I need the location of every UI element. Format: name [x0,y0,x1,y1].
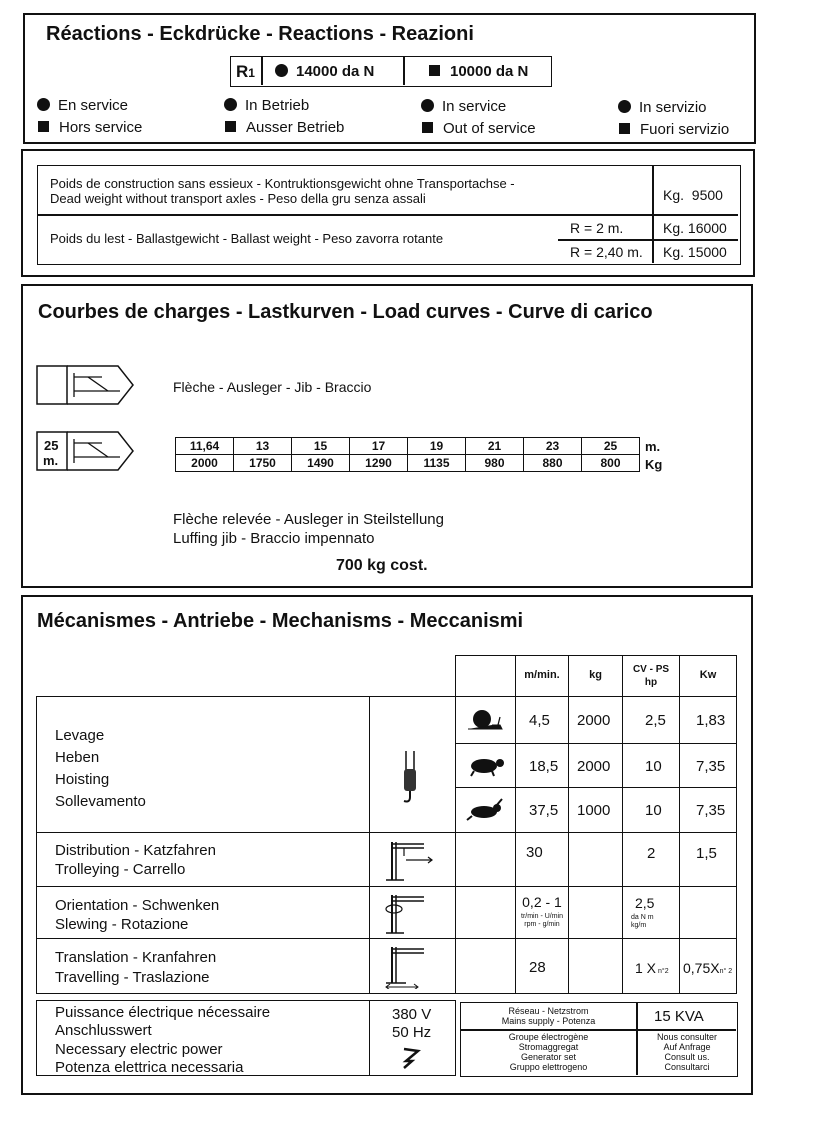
weights-section [21,149,755,277]
legend-in-de: In Betrieb [224,97,309,114]
slewing-kg [568,886,623,939]
hoisting-speed-cell [515,696,569,744]
slewing-line2: Slewing - Rotazione [55,916,189,933]
trolley-kw: 1,5 [679,832,737,887]
trolley-speed: 30 [515,832,569,887]
dead-weight-line1: Poids de construction sans essieux - Kontruktionsgewicht ohne Transportachse - [50,176,515,191]
header-kw: Kw [679,655,737,697]
dead-weight-line2: Dead weight without transport axles - Peso della gru senza assali [50,191,426,206]
square-icon [619,123,630,134]
load-value-cell: 2000 [176,455,234,472]
jib-label: Flèche - Ausleger - Jib - Braccio [173,379,372,395]
mechanisms-section [21,595,753,1095]
load-value-cell: 800 [582,455,640,472]
load-value-cell: 880 [524,455,582,472]
load-distance-cell: 11,64 [176,438,234,455]
load-value-cell: 1490 [292,455,350,472]
ballast-r1: R = 2 m. [570,220,624,236]
luffing-line2: Luffing jib - Braccio impennato [173,530,375,547]
unit-m: m. [645,439,661,454]
legend-in-en: In service [421,98,506,115]
travel-icon-cell [369,938,456,994]
load-value-cell: 1135 [408,455,466,472]
hoisting-label-cell [36,696,370,833]
hoisting-kw-cell [679,696,737,744]
hoisting-kg-value: 1000 [577,802,611,819]
travel-kw: 0,75Xn° 2 [679,938,737,994]
hare-icon [466,798,506,822]
hoisting-label-en: Hoisting [55,771,110,788]
hoisting-speed-value: 18,5 [529,758,559,775]
hoisting-speed-cell [515,787,569,833]
speed-icon-turtle-cell [455,743,516,788]
ballast-r2: R = 2,40 m. [570,244,643,260]
load-value-cell: 1290 [350,455,408,472]
r-label: R1 [236,62,255,81]
speed-icon-snail-cell [455,696,516,744]
load-distance-cell: 13 [234,438,292,455]
header-kg: kg [568,655,623,697]
legend-out-fr: Hors service [38,119,142,136]
ballast-v1: Kg. 16000 [663,220,727,236]
hoisting-kg-value: 2000 [577,758,611,775]
travel-line2: Travelling - Traslazione [55,969,210,986]
square-icon [38,121,49,132]
out-service-value: 10000 da N [429,63,528,80]
power-voltage-cell [369,1000,456,1076]
hoisting-kw-value: 1,83 [696,712,726,729]
load-value-cell: 1750 [234,455,292,472]
mains-labels: Réseau - Netzstrom Mains supply - Potenza [501,1006,596,1026]
hoisting-kg-value: 2000 [577,712,611,729]
load-curves-title: Courbes de charges - Lastkurven - Load curves - Curve di carico [38,301,653,323]
header-cv: CV - PS hp [622,655,680,697]
slewing-icon-cell [369,886,456,939]
hoisting-kg-cell [568,787,623,833]
power-freq: 50 Hz [392,1024,432,1041]
unit-kg: Kg [645,457,663,472]
travel-cv: 1 X n°2 [622,938,680,994]
hoisting-label-it: Sollevamento [55,793,146,810]
legend-in-fr: En service [37,97,128,114]
travel-label-cell [36,938,370,994]
slewing-blank [455,886,516,939]
hoisting-label-fr: Levage [55,727,105,744]
mechanisms-title: Mécanismes - Antriebe - Mechanisms - Meccanismi [37,610,524,632]
hoisting-cv-cell [622,696,680,744]
weights-table [37,165,741,265]
travel-crane-icon [384,943,444,989]
travel-blank [455,938,516,994]
square-icon [422,122,433,133]
power-line-en: Necessary electric power [55,1041,223,1058]
load-table [175,437,640,472]
hoisting-kw-cell [679,787,737,833]
hoisting-speed-cell [515,743,569,788]
load-distance-cell: 15 [292,438,350,455]
load-distance-cell: 19 [408,438,466,455]
trolley-line1: Distribution - Katzfahren [55,842,216,859]
square-icon [225,121,236,132]
hoisting-kw-cell [679,743,737,788]
trolley-kg [568,832,623,887]
jib-length: 25 [44,438,59,453]
slewing-crane-icon [384,891,444,935]
hoisting-icon-cell [369,696,456,833]
luffing-cost: 700 kg cost. [336,557,428,574]
power-supply-table [460,1002,738,1077]
slewing-kw [679,886,737,939]
trolley-blank [455,832,516,887]
hoisting-kw-value: 7,35 [696,802,726,819]
slewing-cv: 2,5 da N m kg/m [622,886,680,939]
reactions-section [23,13,756,144]
circle-icon [275,64,288,77]
generator-labels: Groupe électrogène Stromaggregat Generator set Gruppo elettrogeno [508,1032,589,1072]
hoisting-cv-cell [622,787,680,833]
mains-value: 15 KVA [654,1008,704,1025]
hoisting-cv-value: 2,5 [645,712,666,729]
slewing-label-cell [36,886,370,939]
hoisting-cv-value: 10 [645,802,662,819]
hoisting-kw-value: 7,35 [696,758,726,775]
dead-weight-value: Kg. 9500 [663,187,723,203]
hoisting-cv-cell [622,743,680,788]
circle-icon [618,100,631,113]
trolley-label-cell [36,832,370,887]
header-blank [455,655,516,697]
power-line-de: Anschlusswert [55,1022,152,1039]
trolley-icon-cell [369,832,456,887]
load-distance-cell: 23 [524,438,582,455]
circle-icon [421,99,434,112]
generator-values: Nous consulter Auf Anfrage Consult us. Consultarci [656,1032,718,1072]
load-value-cell: 980 [466,455,524,472]
legend-out-it: Fuori servizio [619,121,729,138]
hook-icon [398,749,428,809]
reactions-title: Réactions - Eckdrücke - Reactions - Reazioni [46,23,474,45]
legend-out-en: Out of service [422,120,536,137]
legend-in-it: In servizio [618,99,707,116]
hoisting-speed-value: 4,5 [529,712,550,729]
travel-speed: 28 [515,938,569,994]
ballast-v2: Kg. 15000 [663,244,727,260]
hoisting-kg-cell [568,743,623,788]
legend-out-de: Ausser Betrieb [225,119,344,136]
trolley-cv: 2 [622,832,680,887]
hoisting-cv-value: 10 [645,758,662,775]
slewing-speed: 0,2 - 1 tr/min - U/min rpm - g/min [515,886,569,939]
load-distance-cell: 25 [582,438,640,455]
circle-icon [224,98,237,111]
hoisting-kg-cell [568,696,623,744]
jib-icon [36,365,136,407]
reactions-table [230,56,552,87]
power-line-fr: Puissance électrique nécessaire [55,1004,271,1021]
square-icon [429,65,440,76]
load-distance-cell: 17 [350,438,408,455]
hoisting-label-de: Heben [55,749,100,766]
jib-unit: m. [43,453,59,468]
trolley-line2: Trolleying - Carrello [55,861,186,878]
in-service-value: 14000 da N [275,63,374,80]
luffing-line1: Flèche relevée - Ausleger in Steilstellung [173,511,444,528]
circle-icon [37,98,50,111]
slewing-line1: Orientation - Schwenken [55,897,220,914]
header-speed: m/min. [515,655,569,697]
lightning-icon [400,1045,424,1069]
load-curves-section [21,284,753,588]
speed-icon-hare-cell [455,787,516,833]
power-line-it: Potenza elettrica necessaria [55,1059,244,1076]
ballast-label: Poids du lest - Ballastgewicht - Ballast weight - Peso zavorra rotante [50,231,444,246]
turtle-icon [466,755,506,777]
snail-icon [466,709,506,733]
power-voltage: 380 V [392,1006,432,1023]
hoisting-speed-value: 37,5 [529,802,559,819]
travel-line1: Translation - Kranfahren [55,949,217,966]
load-distance-cell: 21 [466,438,524,455]
travel-kg [568,938,623,994]
trolley-crane-icon [384,838,444,882]
power-label-cell [36,1000,370,1076]
